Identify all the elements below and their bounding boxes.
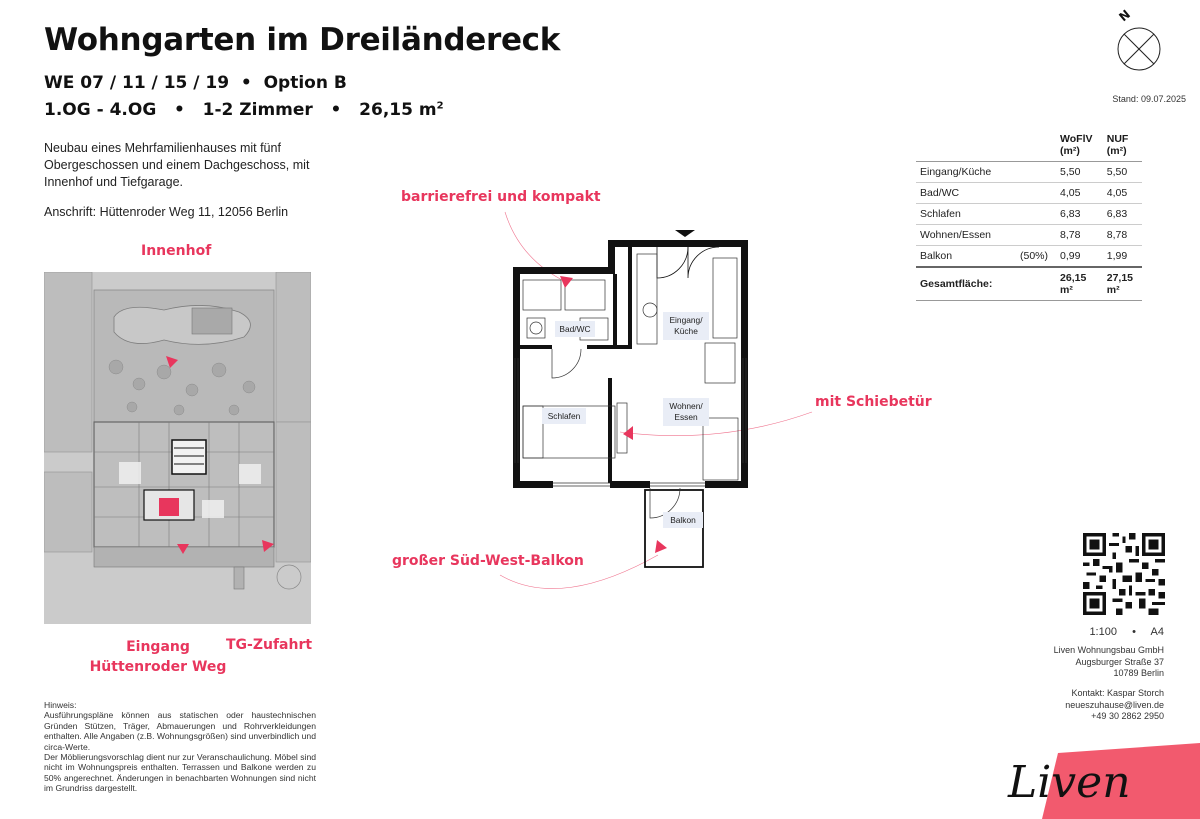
scale-format: 1:100 • A4 xyxy=(1089,626,1164,638)
room-label-schlafen: Schlafen xyxy=(547,411,581,421)
col-header-nuf: NUF (m²) xyxy=(1103,129,1142,162)
room-label-balkon: Balkon xyxy=(670,515,696,525)
company-address: Liven Wohnungsbau GmbH Augsburger Straße 37 10789 Berlin xyxy=(1053,645,1164,678)
table-row: Eingang/Küche 5,50 5,50 xyxy=(916,162,1142,183)
hinweis-note: Hinweis: Ausführungspläne können aus statischen oder haustechnischen Gründen Stützen, Träger, Abmauerungen und Rohrverkleidungen enthalten. Alle Angaben (z.B. Wohnungsgrößen) sind unverbindlich und circa-Werte. Der Möblierungsvorschlag dient nur zur Veranschaulichung. Möbel sind nicht im Wohnungspreis enthalten. Terrassen und Balkone werden zu 50% angerechnet. Änderungen in benachbarten Wohnungen sind nicht im Grundriss dargestellt. xyxy=(44,700,316,794)
callout-barrierefrei: barrierefrei und kompakt xyxy=(401,189,601,205)
table-row-total: Gesamtfläche: 26,15 m² 27,15 m² xyxy=(916,267,1142,301)
page-title: Wohngarten im Dreiländereck xyxy=(44,22,561,58)
table-row: Balkon (50%) 0,99 1,99 xyxy=(916,246,1142,268)
floor-plan xyxy=(505,228,755,573)
table-row: Bad/WC 4,05 4,05 xyxy=(916,183,1142,204)
stand-date: Stand: 09.07.2025 xyxy=(1112,94,1186,104)
room-label-bad: Bad/WC xyxy=(559,324,591,334)
room-label-kueche: Küche xyxy=(674,326,698,336)
callout-eingang: Eingang Hüttenroder Weg xyxy=(89,639,227,675)
area-table xyxy=(916,129,1142,301)
project-address: Anschrift: Hüttenroder Weg 11, 12056 Berlin xyxy=(44,205,289,219)
liven-logo xyxy=(1000,735,1200,819)
callout-innenhof: Innenhof xyxy=(141,243,212,259)
col-header-wofl: WoFlV (m²) xyxy=(1056,129,1103,162)
project-description: Neubau eines Mehrfamilienhauses mit fünf Obergeschossen und einem Dachgeschoss, mit Innenhof und Tiefgarage. xyxy=(44,141,310,189)
room-label-eingang: Eingang/ xyxy=(669,315,703,325)
table-row: Wohnen/Essen 8,78 8,78 xyxy=(916,225,1142,246)
compass-icon xyxy=(1116,4,1166,72)
table-row: Schlafen 6,83 6,83 xyxy=(916,204,1142,225)
svg-text:Liven: Liven xyxy=(1008,757,1131,808)
units-option: WE 07 / 11 / 15 / 19 • Option B xyxy=(44,73,347,93)
contact-info: Kontakt: Kaspar Storch neueszuhause@liven.de +49 30 2862 2950 xyxy=(1065,688,1164,721)
qr-code[interactable] xyxy=(1083,533,1165,615)
room-label-essen: Essen xyxy=(674,412,698,422)
room-label-wohnen: Wohnen/ xyxy=(669,401,703,411)
contact-phone[interactable]: +49 30 2862 2950 xyxy=(1091,711,1164,721)
callout-tg-zufahrt: TG-Zufahrt xyxy=(226,637,313,653)
floors-rooms-area: 1.OG - 4.OG • 1-2 Zimmer • 26,15 $m^2$ xyxy=(44,100,444,120)
svg-text:N: N xyxy=(1116,7,1134,25)
contact-email[interactable]: neueszuhause@liven.de xyxy=(1065,699,1164,710)
callout-balkon: großer Süd-West-Balkon xyxy=(392,553,584,569)
callout-schiebetuer: mit Schiebetür xyxy=(815,394,932,410)
